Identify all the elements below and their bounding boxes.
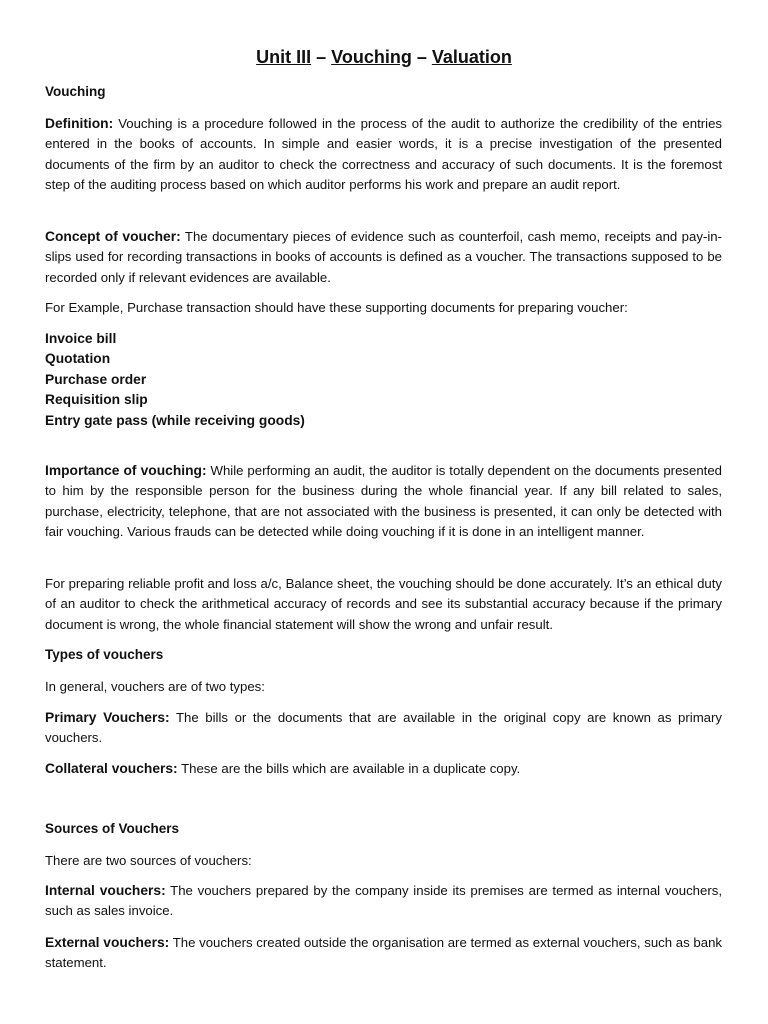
sources-heading: Sources of Vouchers [45, 821, 180, 836]
types-heading: Types of vouchers [45, 647, 164, 662]
external-label: External vouchers: [45, 935, 170, 950]
document-list [45, 329, 305, 431]
definition-paragraph [45, 114, 722, 196]
importance-text: While performing an audit, the auditor is totally dependent on the documents presented to him by the responsible person for the business during the whole financial year. If any bill related to sales, purchase, electricity, telephone, that are not associated with the business is presented, it can only be detected with fair vouching. Various frauds can be detected while doing vouching if it is done in an intelligent manner. [45, 463, 722, 540]
primary-label: Primary Vouchers: [45, 710, 170, 725]
vouching-heading: Vouching [45, 84, 106, 99]
collateral-paragraph [45, 759, 722, 779]
title-vouching: Vouching [331, 47, 412, 67]
importance-label: Importance of vouching: [45, 463, 207, 478]
reliable-paragraph: For preparing reliable profit and loss a/c, Balance sheet, the vouching should be done accurately. It’s an ethical duty of an auditor to check the arithmetical accuracy of records and see its substantial accuracy because if the primary document is wrong, the whole financial statement will show the wrong and unfair result. [45, 576, 722, 632]
list-item: Entry gate pass (while receiving goods) [45, 412, 305, 428]
list-item: Purchase order [45, 371, 147, 387]
title-separator: – [411, 47, 432, 67]
list-item: Invoice bill [45, 331, 117, 346]
collateral-text: These are the bills which are available in a duplicate copy. [177, 761, 521, 776]
title-valuation: Valuation [431, 47, 512, 67]
internal-paragraph [45, 881, 722, 922]
external-paragraph [45, 933, 722, 974]
internal-label: Internal vouchers: [45, 883, 166, 898]
internal-text: The vouchers prepared by the company inside its premises are termed as internal vouchers, such as sales invoice. [45, 883, 722, 919]
concept-label: Concept of voucher: [45, 229, 181, 244]
sources-intro: There are two sources of vouchers: [45, 853, 252, 868]
concept-text: The documentary pieces of evidence such as counterfoil, cash memo, receipts and pay-in-slips used for recording transactions in books of accounts is defined as a voucher. The transactions supposed to be recorded only if relevant evidences are available. [45, 229, 722, 285]
primary-text: The bills or the documents that are available in the original copy are known as primary vouchers. [45, 710, 723, 746]
primary-paragraph [45, 708, 722, 749]
title-separator: – [311, 47, 332, 67]
list-item: Requisition slip [45, 392, 148, 408]
collateral-label: Collateral vouchers: [45, 761, 178, 776]
external-text: The vouchers created outside the organisation are termed as external vouchers, such as bank statement. [45, 935, 722, 971]
list-item: Quotation [45, 351, 111, 367]
concept-paragraph [45, 227, 722, 288]
example-paragraph: For Example, Purchase transaction should have these supporting documents for preparing voucher: [45, 300, 628, 315]
definition-text: Vouching is a procedure followed in the process of the audit to authorize the credibility of the entries entered in the books of accounts. In simple and easier words, it is a precise investigation of the presented documents of the firm by an auditor to check the correctness and accuracy of such documents. It is the foremost step of the auditing process based on which auditor performs his work and prepare an audit report. [45, 116, 722, 193]
page-title [0, 47, 768, 68]
types-intro: In general, vouchers are of two types: [45, 679, 265, 694]
title-unit: Unit III [256, 47, 312, 67]
importance-paragraph [45, 461, 722, 543]
definition-label: Definition: [45, 116, 114, 131]
